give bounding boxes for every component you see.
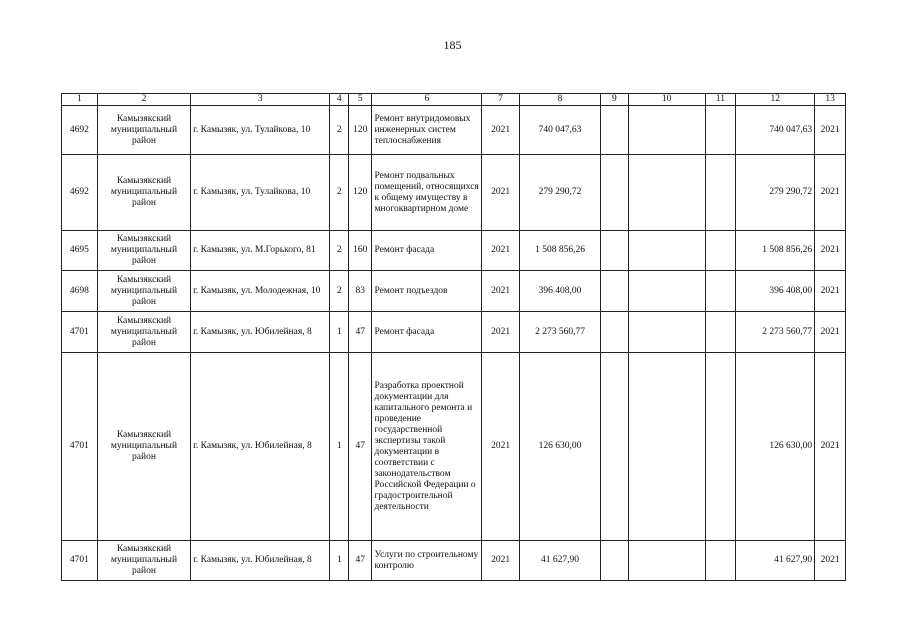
table-row	[62, 541, 846, 581]
municipality-cell: Камызякский муниципальный район	[97, 155, 190, 231]
end-year-cell: 2021	[815, 312, 846, 353]
work-type-cell: Ремонт фасада	[372, 312, 482, 353]
col10-cell	[628, 155, 705, 231]
address-cell: г. Камызяк, ул. Молодежная, 10	[191, 271, 330, 312]
total-cell: 41 627,90	[736, 541, 815, 581]
col9-cell	[601, 231, 629, 271]
col10-cell	[628, 231, 705, 271]
work-type-cell: Ремонт подъездов	[372, 271, 482, 312]
cost-cell: 41 627,90	[520, 541, 601, 581]
col11-cell	[705, 106, 736, 155]
end-year-cell: 2021	[815, 271, 846, 312]
col5-cell: 120	[348, 106, 372, 155]
table-row	[62, 155, 846, 231]
page-number: 185	[443, 38, 462, 52]
col4-cell: 2	[330, 155, 348, 231]
building-id-cell: 4701	[62, 353, 98, 541]
year-cell: 2021	[482, 155, 520, 231]
col4-cell: 2	[330, 271, 348, 312]
col5-cell: 47	[348, 541, 372, 581]
column-header: 10	[628, 94, 705, 106]
total-cell: 2 273 560,77	[736, 312, 815, 353]
building-id-cell: 4698	[62, 271, 98, 312]
address-cell: г. Камызяк, ул. Юбилейная, 8	[191, 312, 330, 353]
col11-cell	[705, 353, 736, 541]
cost-cell: 279 290,72	[520, 155, 601, 231]
col5-cell: 83	[348, 271, 372, 312]
year-cell: 2021	[482, 541, 520, 581]
col9-cell	[601, 312, 629, 353]
col10-cell	[628, 106, 705, 155]
col11-cell	[705, 541, 736, 581]
total-cell: 396 408,00	[736, 271, 815, 312]
address-cell: г. Камызяк, ул. Тулайкова, 10	[191, 155, 330, 231]
table-row	[62, 312, 846, 353]
col5-cell: 47	[348, 312, 372, 353]
column-header: 13	[815, 94, 846, 106]
col11-cell	[705, 312, 736, 353]
municipality-cell: Камызякский муниципальный район	[97, 231, 190, 271]
building-id-cell: 4701	[62, 312, 98, 353]
building-id-cell: 4692	[62, 106, 98, 155]
end-year-cell: 2021	[815, 155, 846, 231]
cost-cell: 740 047,63	[520, 106, 601, 155]
address-cell: г. Камызяк, ул. Тулайкова, 10	[191, 106, 330, 155]
col10-cell	[628, 271, 705, 312]
col11-cell	[705, 155, 736, 231]
year-cell: 2021	[482, 231, 520, 271]
work-type-cell: Ремонт фасада	[372, 231, 482, 271]
end-year-cell: 2021	[815, 353, 846, 541]
col9-cell	[601, 353, 629, 541]
column-header: 1	[62, 94, 98, 106]
building-id-cell: 4695	[62, 231, 98, 271]
column-header: 7	[482, 94, 520, 106]
col10-cell	[628, 353, 705, 541]
total-cell: 740 047,63	[736, 106, 815, 155]
address-cell: г. Камызяк, ул. М.Горького, 81	[191, 231, 330, 271]
col4-cell: 2	[330, 106, 348, 155]
column-header: 3	[191, 94, 330, 106]
col5-cell: 160	[348, 231, 372, 271]
end-year-cell: 2021	[815, 541, 846, 581]
municipality-cell: Камызякский муниципальный район	[97, 106, 190, 155]
column-header: 8	[520, 94, 601, 106]
col4-cell: 2	[330, 231, 348, 271]
work-type-cell: Услуги по строительному контролю	[372, 541, 482, 581]
municipality-cell: Камызякский муниципальный район	[97, 353, 190, 541]
col11-cell	[705, 231, 736, 271]
repair-program-table	[61, 93, 846, 581]
col4-cell: 1	[330, 312, 348, 353]
total-cell: 126 630,00	[736, 353, 815, 541]
end-year-cell: 2021	[815, 106, 846, 155]
table-row	[62, 353, 846, 541]
col4-cell: 1	[330, 541, 348, 581]
col10-cell	[628, 541, 705, 581]
work-type-cell: Разработка проектной документации для капитального ремонта и проведение государственной экспертизы такой документации в соответствии с законодательством Российской Федерации о градостроительной деятельности	[372, 353, 482, 541]
column-number-row	[62, 94, 846, 106]
municipality-cell: Камызякский муниципальный район	[97, 271, 190, 312]
column-header: 2	[97, 94, 190, 106]
total-cell: 279 290,72	[736, 155, 815, 231]
building-id-cell: 4701	[62, 541, 98, 581]
col9-cell	[601, 541, 629, 581]
col9-cell	[601, 271, 629, 312]
col5-cell: 47	[348, 353, 372, 541]
cost-cell: 1 508 856,26	[520, 231, 601, 271]
column-header: 6	[372, 94, 482, 106]
col10-cell	[628, 312, 705, 353]
column-header: 9	[601, 94, 629, 106]
year-cell: 2021	[482, 353, 520, 541]
column-header: 5	[348, 94, 372, 106]
building-id-cell: 4692	[62, 155, 98, 231]
cost-cell: 126 630,00	[520, 353, 601, 541]
column-header: 11	[705, 94, 736, 106]
cost-cell: 2 273 560,77	[520, 312, 601, 353]
col5-cell: 120	[348, 155, 372, 231]
end-year-cell: 2021	[815, 231, 846, 271]
table-row	[62, 231, 846, 271]
total-cell: 1 508 856,26	[736, 231, 815, 271]
table-row	[62, 106, 846, 155]
col4-cell: 1	[330, 353, 348, 541]
year-cell: 2021	[482, 271, 520, 312]
column-header: 4	[330, 94, 348, 106]
table-row	[62, 271, 846, 312]
cost-cell: 396 408,00	[520, 271, 601, 312]
col9-cell	[601, 155, 629, 231]
municipality-cell: Камызякский муниципальный район	[97, 312, 190, 353]
column-header: 12	[736, 94, 815, 106]
work-type-cell: Ремонт подвальных помещений, относящихся к общему имуществу в многоквартирном доме	[372, 155, 482, 231]
address-cell: г. Камызяк, ул. Юбилейная, 8	[191, 353, 330, 541]
year-cell: 2021	[482, 106, 520, 155]
col11-cell	[705, 271, 736, 312]
work-type-cell: Ремонт внутридомовых инженерных систем теплоснабжения	[372, 106, 482, 155]
col9-cell	[601, 106, 629, 155]
municipality-cell: Камызякский муниципальный район	[97, 541, 190, 581]
address-cell: г. Камызяк, ул. Юбилейная, 8	[191, 541, 330, 581]
year-cell: 2021	[482, 312, 520, 353]
